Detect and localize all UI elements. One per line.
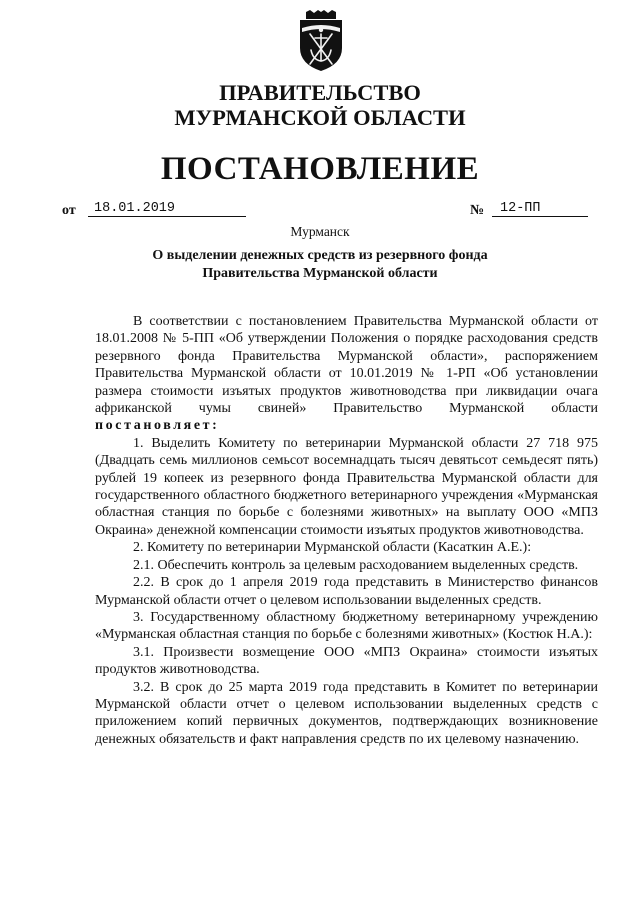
paragraph-3-1: 3.1. Произвести возмещение ООО «МПЗ Окраина» стоимости изъятых продуктов животноводства. [95, 644, 598, 678]
preamble-text: В соответствии с постановлением Правительства Мурманской области от 18.01.2008 № 5-ПП «Об утверждении Положения о порядке расходования средств резервного фонда Правительства Мурманской области», распоряжением Правительства Мурманской области от 10.01.2019 № 1-РП «Об установлении размера стоимости изъятых продуктов животноводства при ликвидации очага африканской чумы свиней» Правительство Мурманской области [95, 314, 598, 417]
document-number: 12-ПП [492, 201, 588, 217]
paragraph-2-1: 2.1. Обеспечить контроль за целевым расходованием выделенных средств. [133, 557, 579, 573]
document-date: 18.01.2019 [88, 201, 246, 217]
paragraph-3-2: 3.2. В срок до 25 марта 2019 года представить в Комитет по ветеринарии Мурманской области отчет о целевом использовании выделенных средств с приложением копий первичных документов, подтверждающих возникновение денежных обязательств и факт направления средств по их целевому назначению. [95, 679, 598, 747]
document-type: ПОСТАНОВЛЕНИЕ [160, 151, 480, 187]
murmansk-coat-of-arms-icon [296, 10, 346, 72]
subject-line-1: О выделении денежных средств из резервного фонда [152, 248, 488, 263]
city: Мурманск [290, 224, 350, 239]
paragraph-2: 2. Комитету по ветеринарии Мурманской области (Касаткин А.Е.): [133, 540, 532, 556]
paragraph-1: 1. Выделить Комитету по ветеринарии Мурманской области 27 718 975 (Двадцать семь миллионов семьсот восемнадцать тысяч девятьсот семьдесят пять) рублей 19 копеек из резервного фонда Правительства Мурманской области для государственного областного бюджетного ветеринарного учреждения «Мурманская областная станция по борьбе с болезнями животных» на выплату ООО «МПЗ Окраина» денежной компенсации стоимости изъятых продуктов животноводства. [95, 435, 598, 538]
organization-line-1: ПРАВИТЕЛЬСТВО [219, 80, 421, 105]
paragraph-2-2: 2.2. В срок до 1 апреля 2019 года представить в Министерство финансов Мурманской области отчет о целевом использовании выделенных средств. [95, 575, 598, 608]
document-body [95, 313, 598, 748]
organization-line-2: МУРМАНСКОЙ ОБЛАСТИ [174, 105, 466, 130]
document-subject [0, 247, 640, 283]
subject-line-2: Правительства Мурманской области [202, 266, 438, 281]
decrees-word: постановляет: [95, 418, 220, 434]
number-label: № [470, 203, 485, 218]
date-number-row [62, 203, 582, 223]
preamble-paragraph [95, 313, 598, 435]
date-label: от [62, 203, 76, 218]
organization-name [0, 80, 640, 130]
paragraph-3: 3. Государственному областному бюджетному ветеринарному учреждению «Мурманская областная станция по борьбе с болезнями животных» (Костюк Н.А.): [95, 609, 598, 643]
